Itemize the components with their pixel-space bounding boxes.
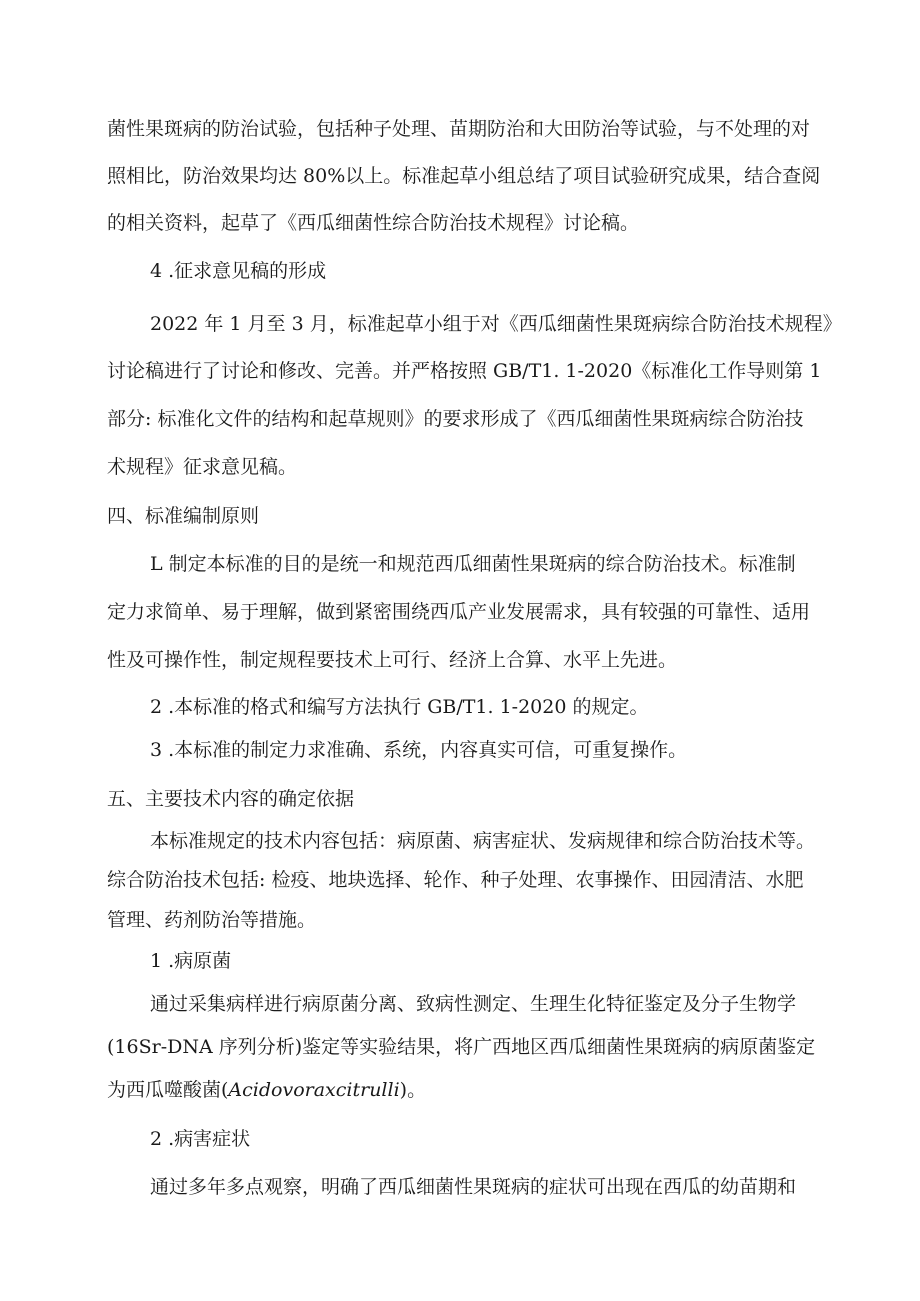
subsection-heading: 1 .病原菌: [150, 950, 232, 972]
paragraph-line: 定力求简单、易于理解，做到紧密围绕西瓜产业发展需求，具有较强的可靠性、适用: [107, 601, 811, 623]
paragraph-line: 术规程》征求意见稿。: [107, 456, 298, 478]
text-span: )。: [399, 1079, 427, 1101]
paragraph-line: 通过采集病样进行病原菌分离、致病性测定、生理生化特征鉴定及分子生物学: [150, 993, 797, 1015]
paragraph-line: 通过多年多点观察，明确了西瓜细菌性果斑病的症状可出现在西瓜的幼苗期和: [150, 1176, 797, 1198]
paragraph-line: (16Sr-DNA 序列分析)鉴定等实验结果，将广西地区西瓜细菌性果斑病的病原菌鉴定: [107, 1036, 816, 1058]
subsection-heading: 4 .征求意见稿的形成: [150, 260, 327, 282]
paragraph-line: 的相关资料，起草了《西瓜细菌性综合防治技术规程》讨论稿。: [107, 212, 640, 234]
paragraph-line: 部分: 标准化文件的结构和起草规则》的要求形成了《西瓜细菌性果斑病综合防治技: [107, 408, 804, 430]
section-heading: 四、标准编制原则: [107, 505, 260, 527]
paragraph-line: L 制定本标准的目的是统一和规范西瓜细菌性果斑病的综合防治技术。标准制: [150, 553, 796, 575]
paragraph-line: [107, 1075, 847, 1105]
list-item: 2 .本标准的格式和编写方法执行 GB/T1. 1-2020 的规定。: [150, 696, 649, 718]
paragraph-line: 2022 年 1 月至 3 月，标准起草小组于对《西瓜细菌性果斑病综合防治技术规程》: [150, 313, 842, 335]
paragraph-line: 菌性果斑病的防治试验，包括种子处理、苗期防治和大田防治等试验，与不处理的对: [107, 118, 811, 140]
text-span: 为西瓜噬酸菌(: [107, 1079, 229, 1101]
paragraph-line: 综合防治技术包括: 检疫、地块选择、轮作、种子处理、农事操作、田园清洁、水肥: [107, 869, 804, 891]
subsection-heading: 2 .病害症状: [150, 1128, 251, 1150]
section-heading: 五、主要技术内容的确定依据: [107, 788, 355, 810]
list-item: 3 .本标准的制定力求准确、系统，内容真实可信，可重复操作。: [150, 739, 688, 761]
paragraph-line: 本标准规定的技术内容包括：病原菌、病害症状、发病规律和综合防治技术等。: [150, 830, 816, 852]
paragraph-line: 讨论稿进行了讨论和修改、完善。并严格按照 GB/T1. 1-2020《标准化工作导则第 1: [107, 360, 822, 382]
paragraph-line: 性及可操作性，制定规程要技术上可行、经济上合算、水平上先进。: [107, 649, 678, 671]
paragraph-line: 管理、药剂防治等措施。: [107, 909, 317, 931]
paragraph-line: 照相比，防治效果均达 80%以上。标准起草小组总结了项目试验研究成果，结合查阅: [107, 165, 821, 187]
scientific-name: Acidovoraxcitrulli: [228, 1079, 400, 1101]
